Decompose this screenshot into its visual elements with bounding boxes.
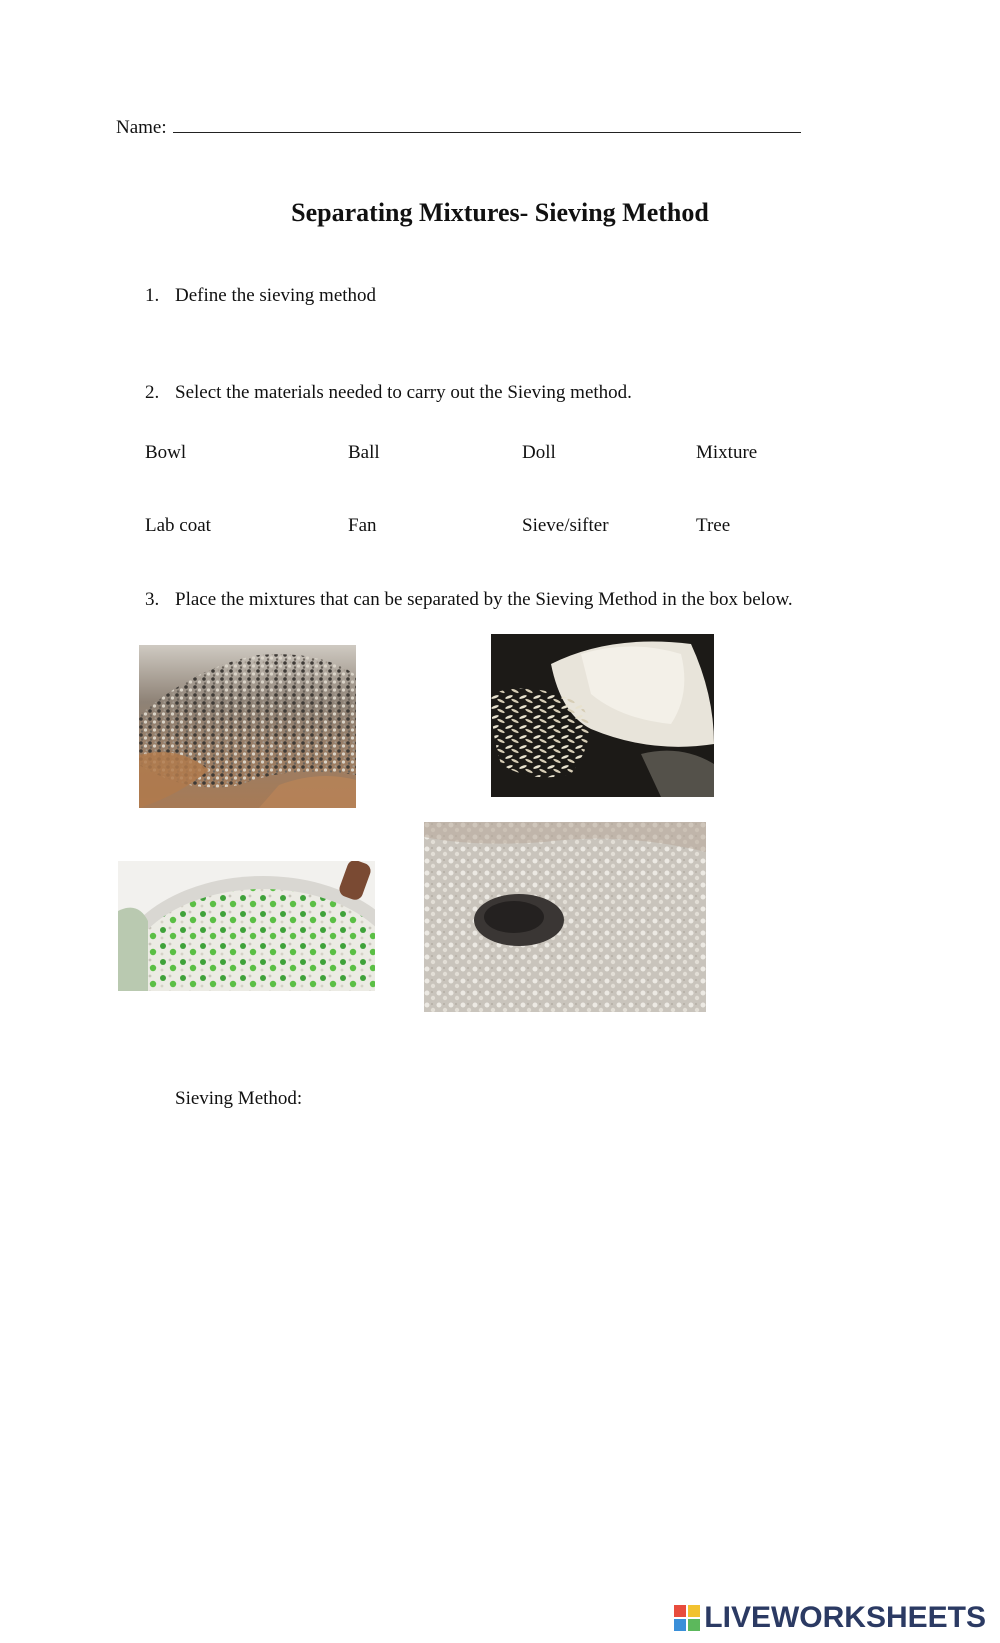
material-option-ball[interactable]: Ball bbox=[348, 442, 380, 463]
question-text: Select the materials needed to carry out the Sieving method. bbox=[175, 382, 632, 403]
question-number: 3. bbox=[145, 589, 160, 610]
material-option-sieve-sifter[interactable]: Sieve/sifter bbox=[522, 515, 609, 536]
mixture-photo-flour-pepper[interactable] bbox=[424, 822, 706, 1012]
material-option-doll[interactable]: Doll bbox=[522, 442, 556, 463]
logo-text: LIVEWORKSHEETS bbox=[704, 1601, 986, 1634]
liveworksheets-logo bbox=[674, 1601, 986, 1635]
question-number: 2. bbox=[145, 382, 160, 403]
material-option-bowl[interactable]: Bowl bbox=[145, 442, 187, 463]
material-option-lab-coat[interactable]: Lab coat bbox=[145, 515, 211, 536]
sieving-method-drop-zone[interactable] bbox=[170, 1120, 830, 1420]
question-text: Place the mixtures that can be separated by the Sieving Method in the box below. bbox=[175, 589, 793, 610]
question-2 bbox=[145, 382, 632, 404]
material-option-mixture[interactable]: Mixture bbox=[696, 442, 758, 463]
question-1 bbox=[145, 285, 376, 307]
page-title: Separating Mixtures- Sieving Method bbox=[291, 198, 709, 227]
logo-mark-icon bbox=[674, 1605, 700, 1631]
material-option-tree[interactable]: Tree bbox=[696, 515, 731, 536]
name-input-line[interactable] bbox=[173, 116, 801, 133]
material-option-fan[interactable]: Fan bbox=[348, 515, 377, 536]
mixture-photo-rice-flour[interactable] bbox=[491, 634, 714, 797]
name-label: Name: bbox=[116, 117, 167, 138]
mixture-photo-rice-peas[interactable] bbox=[118, 861, 375, 991]
question-text: Define the sieving method bbox=[175, 285, 377, 306]
question-number: 1. bbox=[145, 285, 160, 306]
sieving-method-label: Sieving Method: bbox=[175, 1088, 303, 1109]
name-line bbox=[116, 116, 801, 139]
question-3 bbox=[145, 589, 793, 611]
mixture-photo-gravel-sand[interactable] bbox=[139, 645, 356, 808]
